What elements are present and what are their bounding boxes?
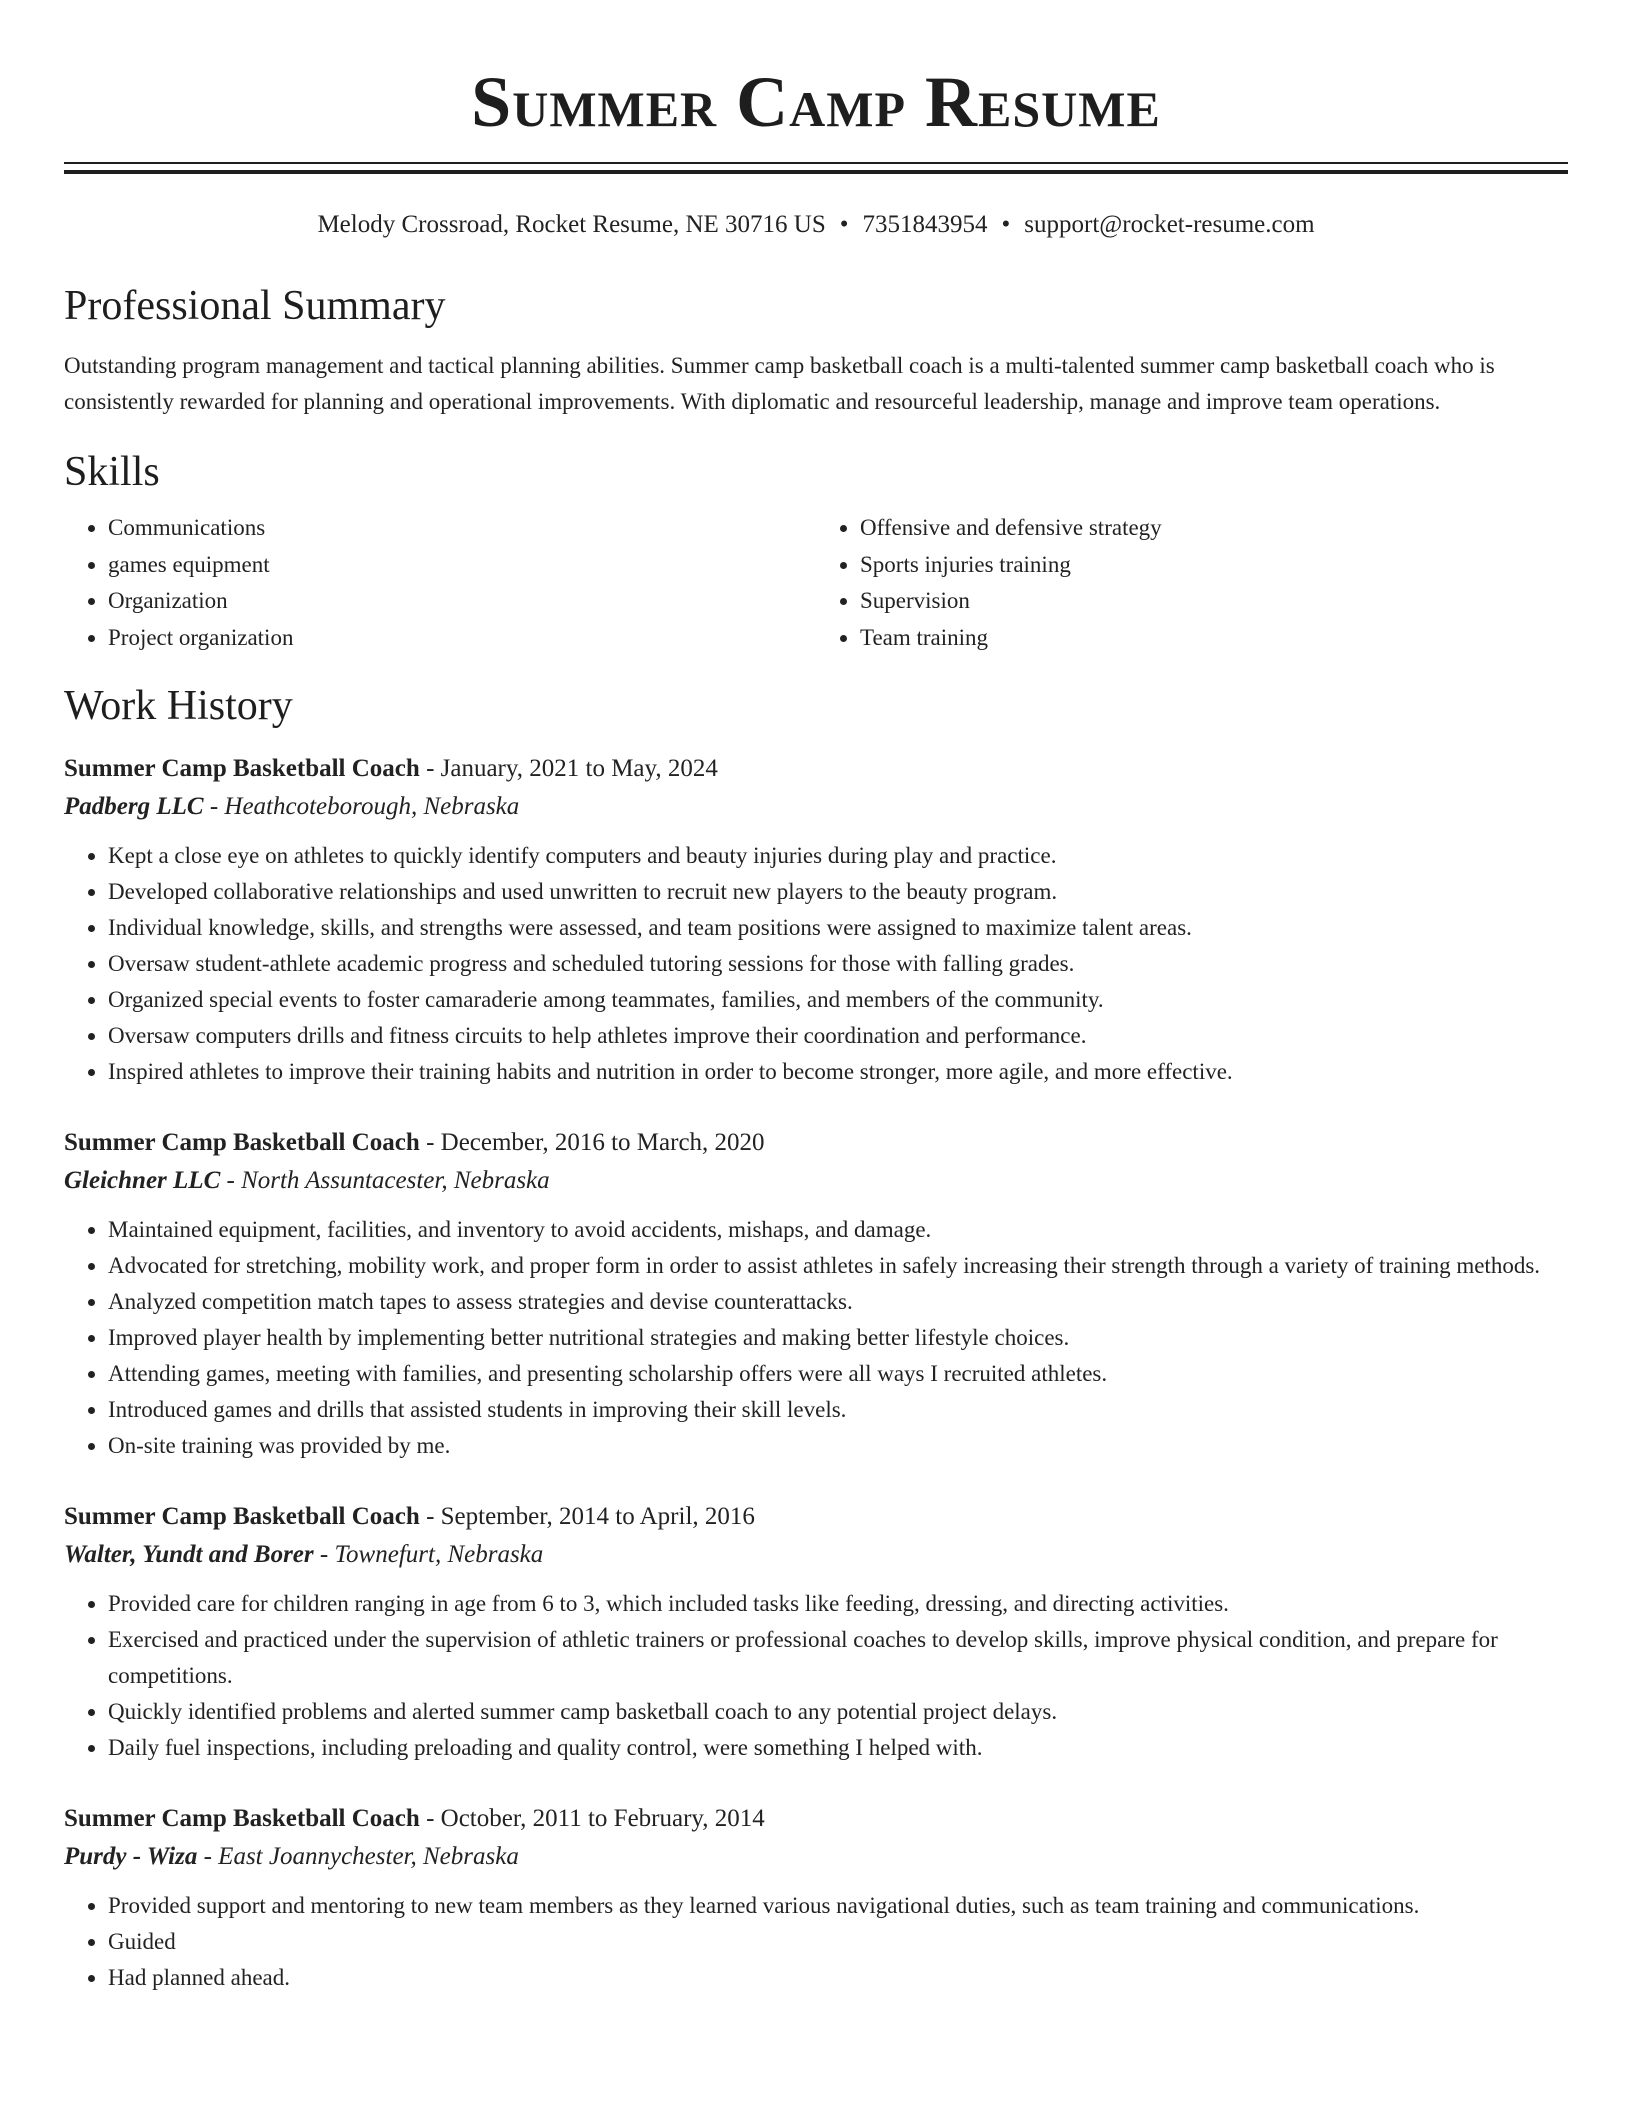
title-divider-thin — [64, 162, 1568, 164]
job-dates: - January, 2021 to May, 2024 — [419, 755, 718, 782]
skill-item: • Offensive and defensive strategy — [860, 510, 1568, 547]
job-bullet: • Oversaw computers drills and fitness circuits to help athletes improve their coordination and performance. — [108, 1018, 1568, 1054]
job-role: Summer Camp Basketball Coach — [64, 1129, 420, 1156]
job-location: - East Joannychester, Nebraska — [197, 1843, 519, 1870]
skills-list-right — [816, 510, 1568, 656]
job-company-line — [64, 1162, 1568, 1200]
contact-phone: 7351843954 — [862, 211, 988, 238]
skill-item: • Team training — [860, 620, 1568, 657]
job-header — [64, 750, 1568, 788]
job-location: - North Assuntacester, Nebraska — [220, 1167, 550, 1194]
job-entry — [64, 1124, 1568, 1464]
job-company: Purdy - Wiza — [64, 1843, 198, 1870]
resume-page — [64, 0, 1568, 1996]
job-bullet: • Oversaw student-athlete academic progress and scheduled tutoring sessions for those with falling grades. — [108, 946, 1568, 982]
skills-heading: Skills — [64, 449, 160, 495]
job-bullet: • Developed collaborative relationships and used unwritten to recruit new players to the beauty program. — [108, 874, 1568, 910]
job-dates: - September, 2014 to April, 2016 — [419, 1503, 755, 1530]
job-company: Padberg LLC — [64, 793, 204, 820]
contact-separator: • — [839, 211, 849, 238]
job-dates: - October, 2011 to February, 2014 — [419, 1805, 765, 1832]
job-bullets — [64, 1586, 1568, 1766]
resume-title: Summer Camp Resume — [471, 62, 1161, 142]
skill-item: • Sports injuries training — [860, 547, 1568, 584]
job-bullets — [64, 838, 1568, 1090]
skills-grid — [64, 510, 1568, 656]
job-bullet: • Had planned ahead. — [108, 1960, 1568, 1996]
job-entry — [64, 1498, 1568, 1766]
skill-item: • Communications — [108, 510, 816, 547]
contact-address: Melody Crossroad, Rocket Resume, NE 30716 US — [317, 211, 826, 238]
job-bullet: • Advocated for stretching, mobility work, and proper form in order to assist athletes in safely increasing their strength through a variety of training methods. — [108, 1248, 1568, 1284]
job-bullet: • Maintained equipment, facilities, and inventory to avoid accidents, mishaps, and damage. — [108, 1212, 1568, 1248]
job-bullet: • Provided support and mentoring to new team members as they learned various navigational duties, such as team training and communications. — [108, 1888, 1568, 1924]
job-role: Summer Camp Basketball Coach — [64, 1805, 420, 1832]
job-entry — [64, 750, 1568, 1090]
contact-line — [64, 208, 1568, 242]
job-bullet: • Individual knowledge, skills, and strengths were assessed, and team positions were assigned to maximize talent areas. — [108, 910, 1568, 946]
job-bullets — [64, 1212, 1568, 1464]
job-bullet: • Inspired athletes to improve their training habits and nutrition in order to become stronger, more agile, and more effective. — [108, 1054, 1568, 1090]
skill-item: • Supervision — [860, 583, 1568, 620]
job-role: Summer Camp Basketball Coach — [64, 755, 420, 782]
job-header — [64, 1800, 1568, 1838]
contact-separator: • — [1001, 211, 1011, 238]
skill-item: • games equipment — [108, 547, 816, 584]
job-bullet: • On-site training was provided by me. — [108, 1428, 1568, 1464]
job-bullet: • Organized special events to foster camaraderie among teammates, families, and members of the community. — [108, 982, 1568, 1018]
skill-item: • Organization — [108, 583, 816, 620]
job-location: - Heathcoteborough, Nebraska — [203, 793, 520, 820]
job-bullet: • Introduced games and drills that assisted students in improving their skill levels. — [108, 1392, 1568, 1428]
summary-text: Outstanding program management and tactical planning abilities. Summer camp basketball coach is a multi-talented summer camp basketball coach who is consistently rewarded for planning and operational improvements. With diplomatic and resourceful leadership, manage and improve team operations. — [64, 353, 1495, 414]
skills-list-left — [64, 510, 816, 656]
job-bullet: • Improved player health by implementing better nutritional strategies and making better lifestyle choices. — [108, 1320, 1568, 1356]
job-role: Summer Camp Basketball Coach — [64, 1503, 420, 1530]
job-bullet: • Daily fuel inspections, including preloading and quality control, were something I helped with. — [108, 1730, 1568, 1766]
title-divider-thick — [64, 170, 1568, 174]
job-company-line — [64, 788, 1568, 826]
contact-email: support@rocket-resume.com — [1024, 211, 1315, 238]
job-bullet: • Provided care for children ranging in age from 6 to 3, which included tasks like feeding, dressing, and directing activities. — [108, 1586, 1568, 1622]
skill-item: • Project organization — [108, 620, 816, 657]
job-entry — [64, 1800, 1568, 1996]
job-bullet: • Attending games, meeting with families, and presenting scholarship offers were all ways I recruited athletes. — [108, 1356, 1568, 1392]
job-dates: - December, 2016 to March, 2020 — [419, 1129, 765, 1156]
job-header — [64, 1124, 1568, 1162]
job-header — [64, 1498, 1568, 1536]
job-bullet: • Exercised and practiced under the supervision of athletic trainers or professional coaches to develop skills, improve physical condition, and prepare for competitions. — [108, 1622, 1568, 1694]
work-history-heading: Work History — [64, 683, 293, 729]
job-bullets — [64, 1888, 1568, 1996]
job-company-line — [64, 1536, 1568, 1574]
job-bullet: • Quickly identified problems and alerted summer camp basketball coach to any potential project delays. — [108, 1694, 1568, 1730]
job-bullet: • Analyzed competition match tapes to assess strategies and devise counterattacks. — [108, 1284, 1568, 1320]
job-bullet: • Kept a close eye on athletes to quickly identify computers and beauty injuries during play and practice. — [108, 838, 1568, 874]
job-location: - Townefurt, Nebraska — [313, 1541, 544, 1568]
summary-heading: Professional Summary — [64, 283, 446, 329]
job-company-line — [64, 1838, 1568, 1876]
job-company: Walter, Yundt and Borer — [64, 1541, 314, 1568]
job-bullet: • Guided — [108, 1924, 1568, 1960]
job-company: Gleichner LLC — [64, 1167, 221, 1194]
